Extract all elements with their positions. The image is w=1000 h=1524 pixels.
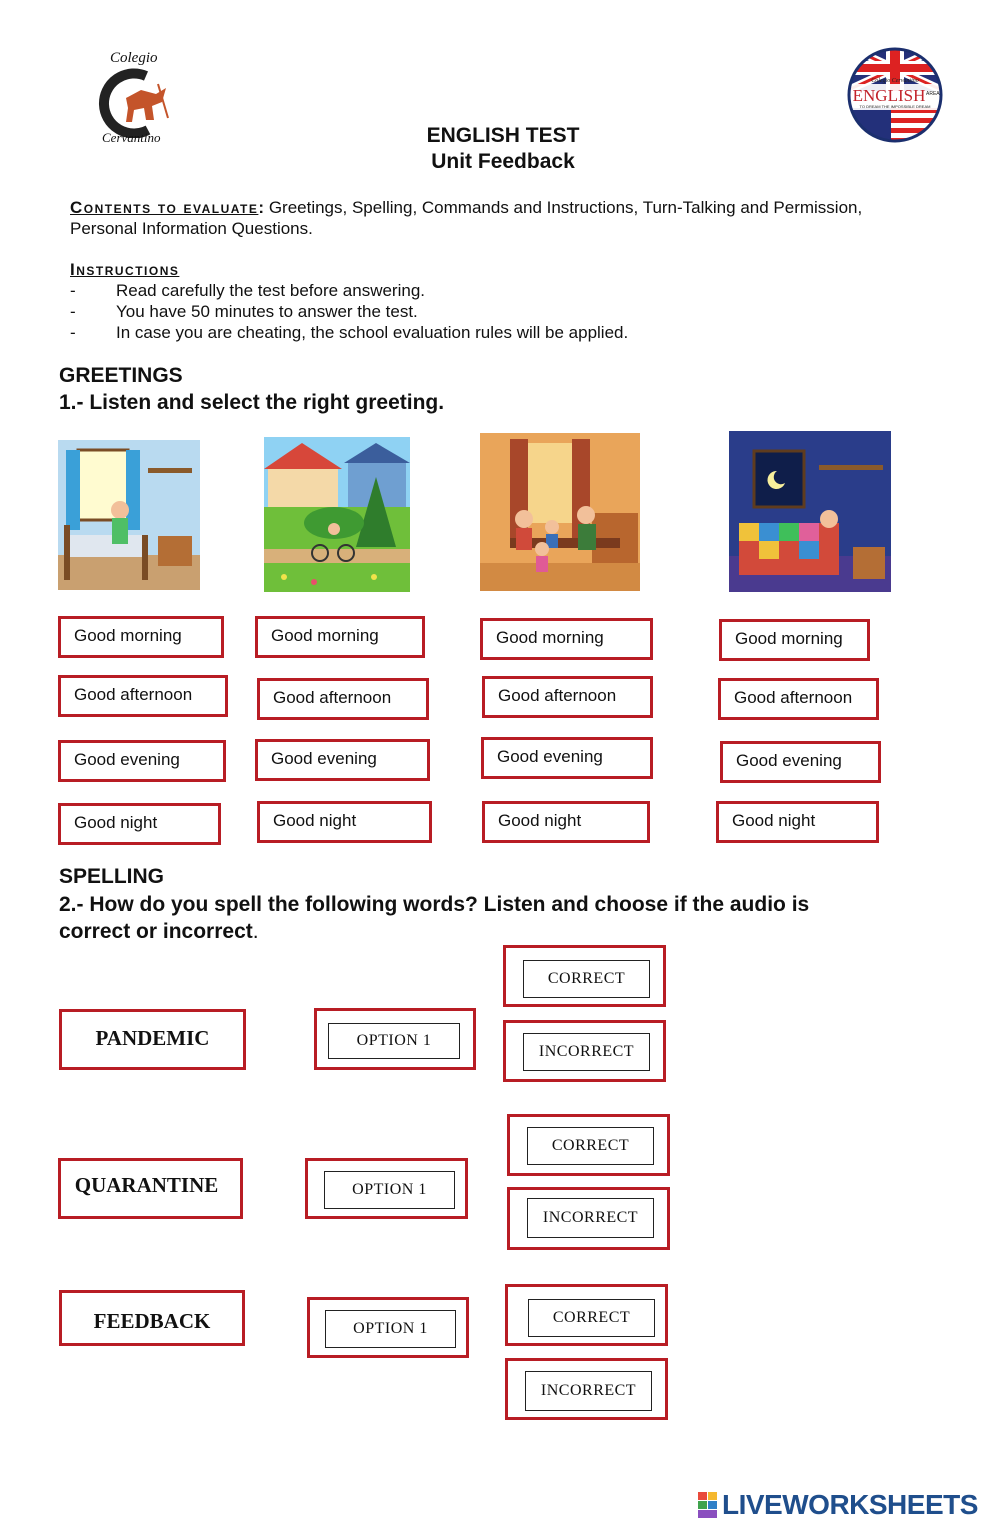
page-subtitle: Unit Feedback — [431, 150, 575, 173]
option-label: Good evening — [736, 751, 842, 770]
correct-button[interactable] — [505, 1284, 668, 1346]
greeting-option-good-morning[interactable] — [480, 618, 653, 660]
instruction-text: Read carefully the test before answering. — [116, 281, 426, 300]
liveworksheets-brand: LIVEWORKSHEETS — [722, 1489, 978, 1520]
incorrect-button[interactable] — [503, 1020, 666, 1082]
english-logo-top: Colegio Cervantino — [871, 78, 919, 84]
contents-text-line2: Personal Information Questions. — [70, 219, 313, 238]
greeting-option-good-evening[interactable] — [720, 741, 881, 783]
greeting-option-good-evening[interactable] — [481, 737, 653, 779]
greeting-option-good-morning[interactable] — [255, 616, 425, 658]
word-label: QUARANTINE — [74, 1173, 219, 1197]
option-label: Good morning — [74, 626, 182, 645]
greeting-option-good-night[interactable] — [58, 803, 221, 845]
option-label: Good night — [732, 811, 816, 830]
greeting-option-good-night[interactable] — [257, 801, 432, 843]
option-label: Good afternoon — [734, 688, 853, 707]
option-label: Good night — [74, 813, 158, 832]
instruction-bullet: - — [70, 323, 76, 342]
audio-option-label: OPTION 1 — [328, 1023, 460, 1059]
contents-text-line1: Greetings, Spelling, Commands and Instructions, Turn-Talking and Permission, — [268, 198, 863, 217]
audio-option-button[interactable] — [307, 1297, 469, 1358]
greeting-option-good-night[interactable] — [716, 801, 879, 843]
english-logo-main: ENGLISH — [852, 86, 926, 105]
incorrect-button[interactable] — [505, 1358, 668, 1420]
audio-option-label: OPTION 1 — [324, 1171, 455, 1209]
instructions-list — [70, 280, 950, 343]
greeting-option-good-evening[interactable] — [58, 740, 226, 782]
option-label: Good morning — [735, 629, 843, 648]
greeting-option-good-evening[interactable] — [255, 739, 430, 781]
contents-colon: : — [258, 198, 265, 217]
instruction-text: In case you are cheating, the school evaluation rules will be applied. — [116, 323, 629, 342]
spelling-word-pandemic — [59, 1009, 246, 1070]
night-bedroom-picture — [729, 431, 891, 592]
incorrect-label: INCORRECT — [525, 1371, 652, 1411]
option-label: Good afternoon — [74, 685, 193, 704]
english-logo-area: AREA — [926, 91, 940, 97]
spelling-question-end: . — [252, 920, 259, 943]
instruction-item — [70, 301, 950, 322]
option-label: Good night — [498, 811, 582, 830]
option-label: Good night — [273, 811, 357, 830]
incorrect-label: INCORRECT — [527, 1198, 654, 1238]
option-label: Good afternoon — [273, 688, 392, 707]
correct-button[interactable] — [507, 1114, 670, 1176]
correct-label: CORRECT — [528, 1299, 655, 1337]
greeting-option-good-afternoon[interactable] — [257, 678, 429, 720]
correct-label: CORRECT — [523, 960, 650, 998]
incorrect-button[interactable] — [507, 1187, 670, 1250]
incorrect-label: INCORRECT — [523, 1033, 650, 1071]
english-logo-tagline: TO DREAM THE IMPOSSIBLE DREAM — [859, 104, 931, 109]
spelling-question-line2: correct or incorrect — [59, 920, 253, 943]
instruction-bullet: - — [70, 281, 76, 300]
spelling-word-feedback — [59, 1290, 245, 1346]
contents-section — [70, 197, 950, 239]
greeting-option-good-afternoon[interactable] — [718, 678, 879, 720]
spelling-question — [59, 891, 959, 945]
greeting-option-good-afternoon[interactable] — [58, 675, 228, 717]
correct-button[interactable] — [503, 945, 666, 1007]
greeting-option-good-night[interactable] — [482, 801, 650, 843]
option-label: Good evening — [497, 747, 603, 766]
instruction-item — [70, 280, 950, 301]
option-label: Good morning — [496, 628, 604, 647]
greeting-option-good-morning[interactable] — [58, 616, 224, 658]
spelling-heading: SPELLING — [59, 865, 165, 888]
afternoon-park-picture — [264, 437, 410, 592]
correct-label: CORRECT — [527, 1127, 654, 1165]
liveworksheets-badge-icon — [698, 1492, 718, 1518]
word-label: PANDEMIC — [95, 1026, 210, 1050]
greetings-heading: GREETINGS — [59, 364, 183, 387]
greeting-option-good-afternoon[interactable] — [482, 676, 653, 718]
instruction-item — [70, 322, 950, 343]
greeting-option-good-morning[interactable] — [719, 619, 870, 661]
morning-bedroom-picture — [58, 440, 200, 590]
school-logo-line1: Colegio — [110, 50, 158, 66]
word-label: FEEDBACK — [93, 1309, 211, 1333]
instruction-bullet: - — [70, 302, 76, 321]
audio-option-label: OPTION 1 — [325, 1310, 456, 1348]
liveworksheets-badge-text: LIVE — [702, 1487, 714, 1493]
spelling-question-line1: 2.- How do you spell the following words? Listen and choose if the audio is — [59, 893, 810, 916]
option-label: Good afternoon — [498, 686, 617, 705]
contents-label: Contents to evaluate — [70, 198, 259, 217]
liveworksheets-logo — [698, 1489, 996, 1521]
greetings-question: 1.- Listen and select the right greeting. — [59, 391, 445, 414]
option-label: Good evening — [74, 750, 180, 769]
instructions-label: Instructions — [70, 260, 180, 279]
page-title: ENGLISH TEST — [426, 124, 580, 147]
option-label: Good morning — [271, 626, 379, 645]
audio-option-button[interactable] — [314, 1008, 476, 1070]
spelling-word-quarantine — [58, 1158, 243, 1219]
option-label: Good evening — [271, 749, 377, 768]
instruction-text: You have 50 minutes to answer the test. — [116, 302, 418, 321]
audio-option-button[interactable] — [305, 1158, 468, 1219]
school-logo-line2: Cervantino — [102, 130, 161, 145]
evening-dinner-picture — [480, 433, 640, 591]
